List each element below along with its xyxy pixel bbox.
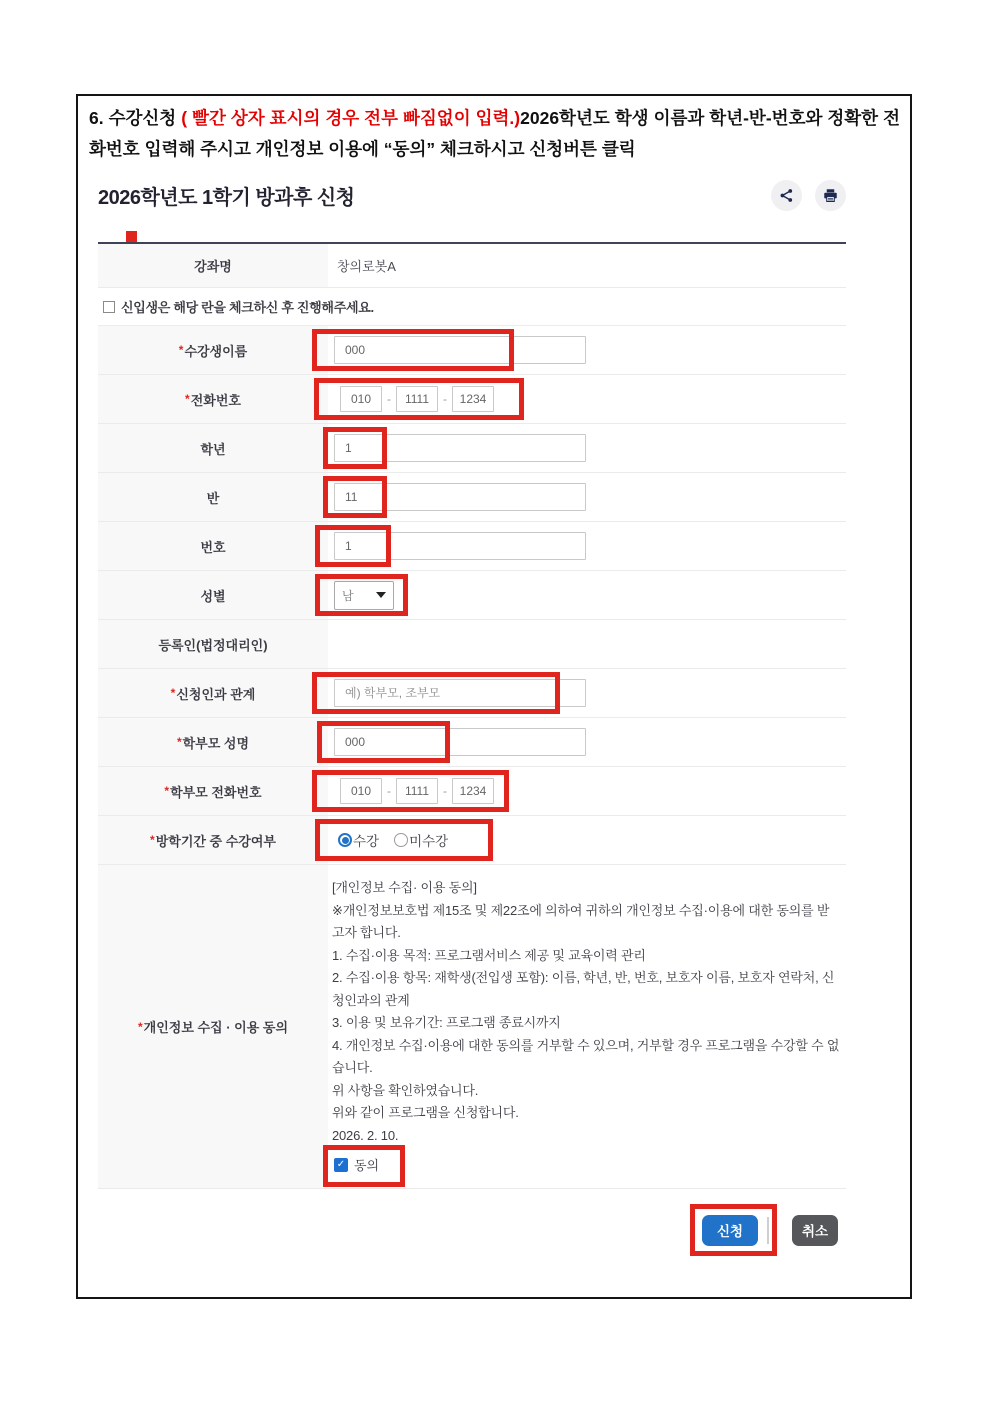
row-number [98, 522, 846, 571]
row-parent-name [98, 718, 846, 767]
row-phone [98, 375, 846, 424]
registrant-label: 등록인(법정대리인) [98, 620, 328, 668]
privacy-text-line: 3. 이용 및 보유기간: 프로그램 종료시까지 [332, 1015, 561, 1030]
course-value: 창의로봇A [337, 259, 396, 274]
row-class [98, 473, 846, 522]
row-gender [98, 571, 846, 620]
course-label: 강좌명 [98, 244, 328, 287]
phone-dash: - [443, 392, 447, 406]
number-input[interactable] [334, 532, 586, 560]
instruction-segment-red: ( 빨간 상자 표시의 경우 전부 빠짐없이 입력.) [181, 108, 521, 128]
share-button[interactable] [771, 180, 802, 211]
freshman-notice-text: 신입생은 해당 란을 체크하신 후 진행해주세요. [121, 300, 374, 315]
grade-label: 학년 [98, 424, 328, 472]
privacy-text-line: [개인정보 수집· 이용 동의] [332, 880, 477, 895]
row-privacy-consent [98, 865, 846, 1189]
print-icon [823, 188, 838, 203]
vacation-option-not-attend[interactable] [394, 830, 448, 850]
vacation-option-attend-label: 수강 [353, 834, 380, 849]
parent-phone-part2-input[interactable] [396, 778, 438, 804]
required-asterisk: * [185, 392, 190, 406]
row-freshman-notice [98, 288, 846, 326]
chevron-down-icon [376, 592, 386, 598]
student-name-input[interactable] [334, 336, 586, 364]
gender-select[interactable] [334, 581, 394, 610]
instruction-segment-black-1: 6. 수강신청 [89, 108, 182, 128]
form-button-bar [98, 1205, 846, 1255]
share-icon [779, 188, 794, 203]
grade-input[interactable] [334, 434, 586, 462]
phone-part2-input[interactable] [396, 386, 438, 412]
phone-part1-input[interactable] [340, 386, 382, 412]
row-registrant [98, 620, 846, 669]
privacy-text-line: 1. 수집·이용 목적: 프로그램서비스 제공 및 교육이력 관리 [332, 947, 646, 963]
privacy-agree-label: 동의 [354, 1158, 380, 1173]
phone-dash: - [443, 784, 447, 798]
parent-phone-part1-input[interactable] [340, 778, 382, 804]
relation-label: 신청인과 관계 [176, 686, 256, 702]
gender-label: 성별 [98, 571, 328, 619]
phone-label: 전화번호 [190, 392, 241, 408]
vacation-option-attend[interactable] [338, 830, 379, 850]
row-student-name [98, 326, 846, 375]
privacy-date-line: 2026. 2. 10. [332, 1127, 399, 1143]
freshman-checkbox[interactable] [103, 301, 115, 313]
document-page-border [76, 94, 912, 1299]
parent-name-input[interactable] [334, 728, 586, 756]
privacy-text-line: 2. 수집·이용 항목: 재학생(전입생 포함): 이름, 학년, 반, 번호, 보호자 이름, 보호자 연락처, 신청인과의 관계 [332, 970, 835, 1008]
radio-selected-icon [338, 833, 352, 847]
required-asterisk: * [176, 735, 182, 749]
required-asterisk: * [164, 784, 170, 798]
radio-unselected-icon [394, 833, 408, 847]
gender-selected-value: 남 [342, 588, 354, 603]
row-grade [98, 424, 846, 473]
phone-dash: - [387, 392, 391, 406]
class-label: 반 [98, 473, 328, 521]
vacation-option-not-attend-label: 미수강 [409, 834, 449, 849]
page-title: 2026학년도 1학기 방과후 신청 [98, 186, 355, 209]
privacy-agree-control[interactable] [334, 1155, 379, 1174]
phone-dash: - [387, 784, 391, 798]
red-square-marker [126, 231, 137, 242]
parent-name-label: 학부모 성명 [182, 735, 250, 751]
form-table [98, 242, 846, 1189]
number-label: 번호 [98, 522, 328, 570]
instruction-segment-black-2: 2026학년도 학생 이름과 학년-반-번호와 정확한 전화번호 입력해 주시고 개인정보 이용에 “동의” 체크하시고 신청버튼 클릭 [89, 108, 900, 159]
vacation-label: 방학기간 중 수강여부 [155, 833, 276, 849]
submit-button[interactable]: 신청 [702, 1215, 758, 1246]
checked-checkbox-icon[interactable] [334, 1158, 348, 1172]
privacy-text-line: 4. 개인정보 수집·이용에 대한 동의를 거부할 수 있으며, 거부할 경우 프로그램을 수강할 수 없습니다. [332, 1037, 840, 1075]
privacy-text-line: 위 사항을 확인하였습니다. [332, 1082, 479, 1098]
print-button[interactable] [815, 180, 846, 211]
privacy-text-line: ※개인정보보호법 제15조 및 제22조에 의하여 귀하의 개인정보 수집·이용에 대한 동의를 받고자 합니다. [332, 902, 830, 940]
cancel-button[interactable]: 취소 [792, 1215, 838, 1246]
application-form [98, 178, 846, 1255]
parent-phone-label: 학부모 전화번호 [170, 784, 262, 800]
phone-part3-input[interactable] [452, 386, 494, 412]
privacy-label: 개인정보 수집 · 이용 동의 [143, 1020, 289, 1035]
privacy-text-line: 위와 같이 프로그램을 신청합니다. [332, 1105, 519, 1120]
required-asterisk: * [137, 1019, 143, 1034]
required-asterisk: * [150, 833, 155, 847]
row-vacation [98, 816, 846, 865]
student-name-label: 수강생이름 [184, 343, 248, 359]
row-parent-phone [98, 767, 846, 816]
relation-input[interactable] [334, 679, 586, 707]
row-course [98, 244, 846, 288]
required-asterisk: * [170, 686, 176, 700]
button-divider [767, 1217, 769, 1244]
instruction-text [78, 96, 910, 164]
class-input[interactable] [334, 483, 586, 511]
row-relation [98, 669, 846, 718]
required-asterisk: * [178, 343, 184, 357]
parent-phone-part3-input[interactable] [452, 778, 494, 804]
